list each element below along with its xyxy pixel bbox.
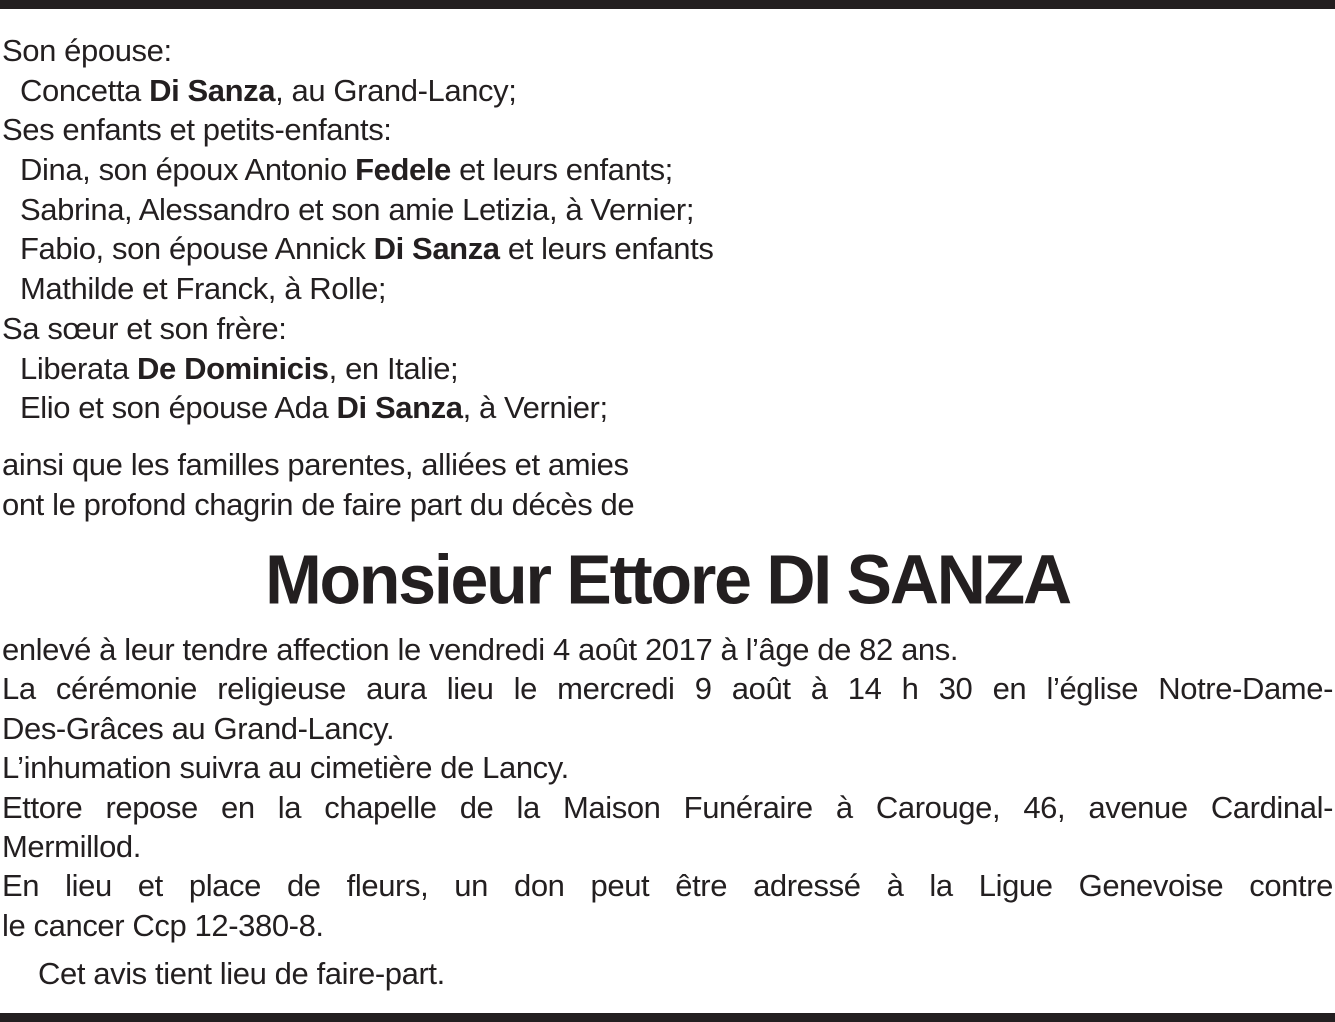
child-entry-1-surname: Fedele	[355, 152, 451, 188]
top-rule	[0, 0, 1335, 9]
child-entry-1-text: Dina, son époux Antonio	[20, 152, 356, 188]
service-details	[2, 630, 1333, 945]
child-entry-1	[2, 150, 1332, 190]
donation-text-line-1: En lieu et place de fleurs, un don peut être adressé à la Ligue Genevoise contre	[2, 868, 1333, 904]
sibling-entry-2-surname: Di Sanza	[336, 390, 463, 426]
child-entry-3	[2, 229, 1332, 269]
announcement-intro	[2, 445, 1332, 525]
rest-location-line-2: Mermillod.	[2, 828, 141, 864]
children-heading: Ses enfants et petits-enfants:	[2, 112, 392, 148]
intro-line-2: ont le profond chagrin de faire part du décès de	[2, 487, 635, 522]
family-list	[2, 31, 1332, 428]
siblings-heading: Sa sœur et son frère:	[2, 310, 287, 346]
sibling-entry-1-place: , en Italie;	[328, 350, 459, 386]
sibling-entry-1-surname: De Dominicis	[137, 350, 329, 386]
child-entry-2: Sabrina, Alessandro et son amie Letizia, à Vernier;	[20, 191, 695, 227]
ceremony-text-line-1: La cérémonie religieuse aura lieu le mercredi 9 août à 14 h 30 en l’église Notre-Dame-	[2, 671, 1333, 707]
spouse-heading: Son épouse:	[2, 33, 172, 68]
child-entry-1-rest: et leurs enfants;	[450, 152, 673, 188]
ceremony-text-line-2: Des-Grâces au Grand-Lancy.	[2, 710, 395, 746]
child-entry-3-continued: Mathilde et Franck, à Rolle;	[20, 271, 387, 307]
passing-text: enlevé à leur tendre affection le vendredi 4 août 2017 à l’âge de 82 ans.	[2, 632, 959, 667]
bottom-rule	[0, 1013, 1335, 1022]
spouse-entry	[2, 71, 1332, 111]
spouse-surname: Di Sanza	[149, 72, 276, 108]
sibling-entry-1	[2, 349, 1332, 389]
sibling-entry-2-place: , à Vernier;	[462, 390, 608, 426]
deceased-name: Monsieur Ettore DI SANZA	[265, 540, 1070, 620]
donation-text-line-2: le cancer Ccp 12-380-8.	[2, 907, 324, 943]
intro-line-1: ainsi que les familles parentes, alliées et amies	[2, 447, 629, 482]
sibling-entry-1-text: Liberata	[20, 350, 138, 386]
child-entry-3-rest: et leurs enfants	[499, 231, 714, 267]
burial-text: L’inhumation suivra au cimetière de Lancy.	[2, 750, 569, 786]
child-entry-3-text: Fabio, son épouse Annick	[20, 231, 374, 267]
sibling-entry-2-text: Elio et son épouse Ada	[20, 390, 337, 426]
child-entry-3-surname: Di Sanza	[373, 231, 500, 267]
sibling-entry-2	[2, 388, 1332, 428]
spouse-entry-text: Concetta	[20, 72, 150, 108]
rest-location-line-1: Ettore repose en la chapelle de la Maison Funéraire à Carouge, 46, avenue Cardinal-	[2, 789, 1333, 825]
spouse-entry-place: , au Grand-Lancy;	[275, 72, 517, 108]
closing-note: Cet avis tient lieu de faire-part.	[38, 956, 445, 991]
